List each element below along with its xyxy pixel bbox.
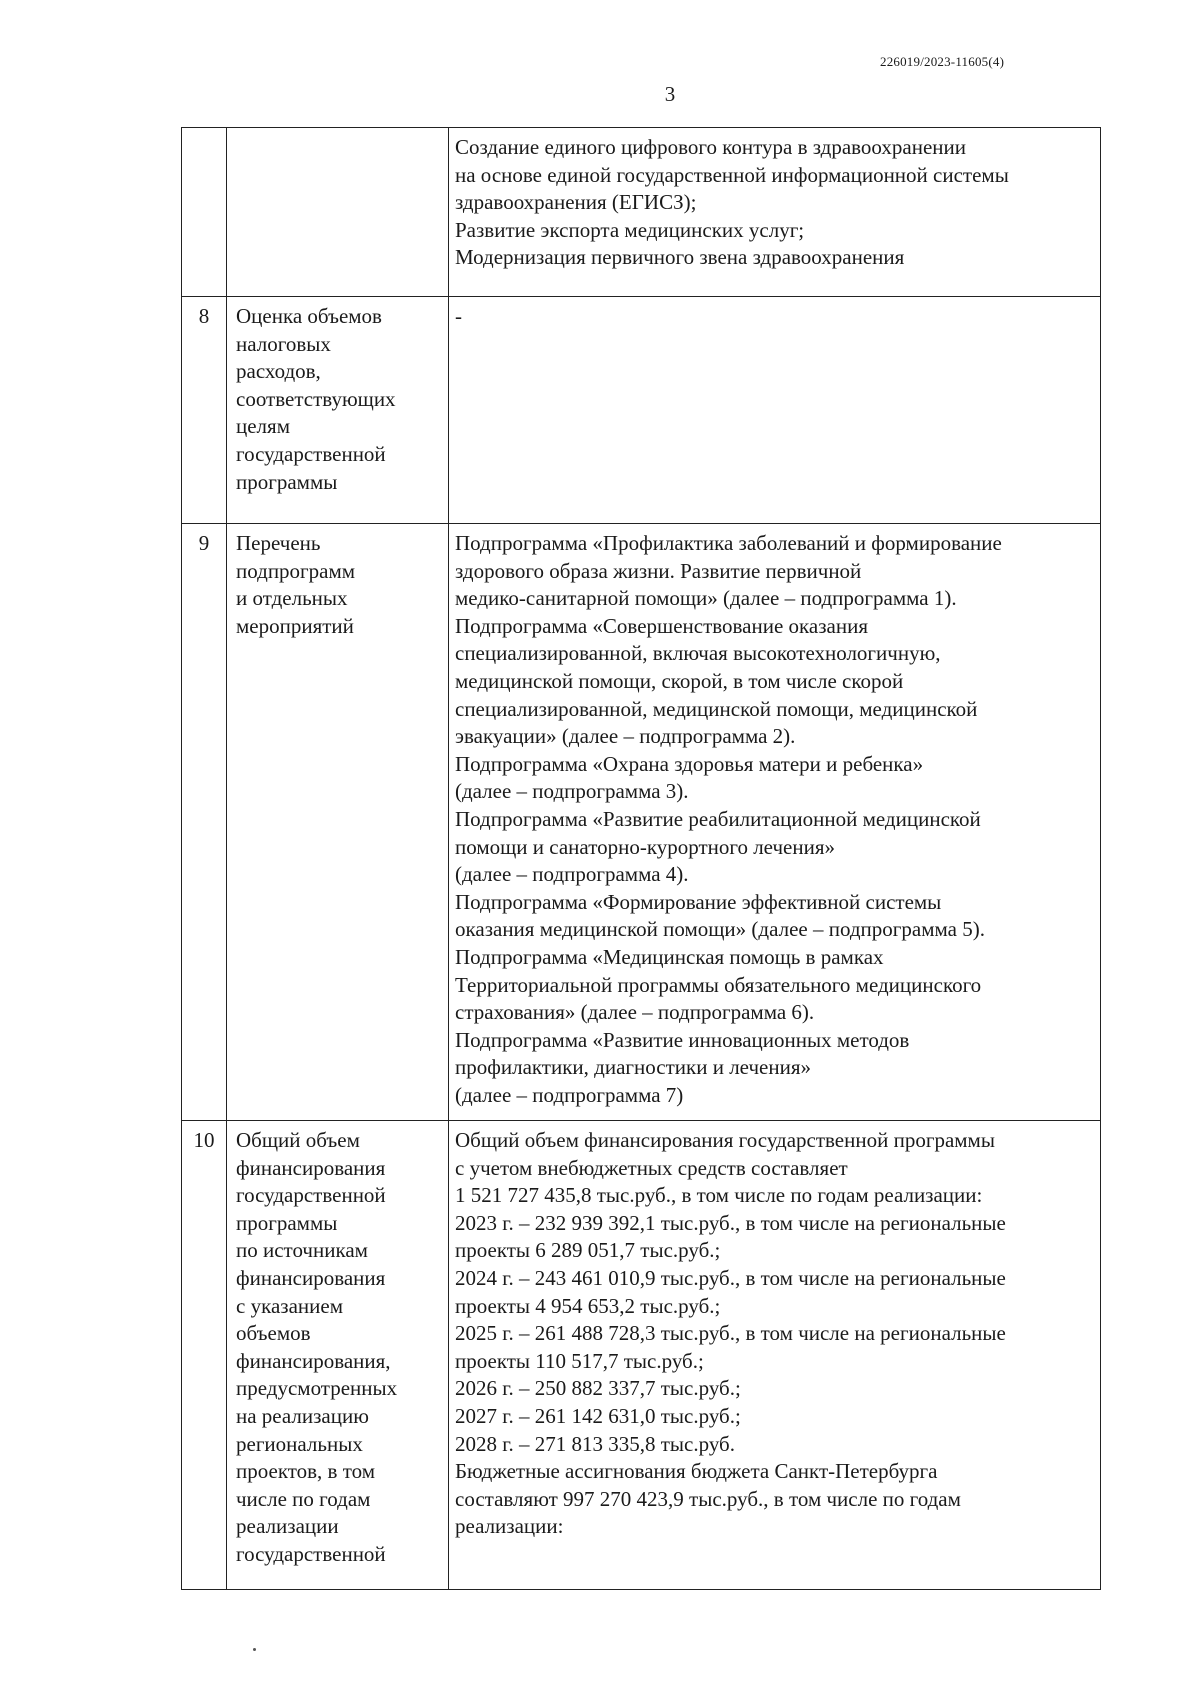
name-line: по источникам [236,1238,368,1263]
name-line: программы [236,469,338,494]
value-line: Модернизация первичного звена здравоохранения [455,245,905,270]
parameter-name-cell [227,128,449,297]
name-line: на реализацию [236,1403,369,1428]
value-line: 2027 г. – 261 142 631,0 тыс.руб.; [455,1403,741,1428]
value-line: реализации: [455,1514,564,1539]
value-line: Общий объем финансирования государственной программы [455,1128,995,1152]
value-line: Подпрограмма «Профилактика заболеваний и формирование [455,531,1002,555]
name-line: финансирования [236,1155,386,1180]
program-passport-table [181,127,1101,1590]
name-line: Перечень [236,531,321,555]
value-line: Подпрограмма «Развитие реабилитационной медицинской [455,806,981,831]
value-line: 2028 г. – 271 813 335,8 тыс.руб. [455,1431,735,1456]
value-line: оказания медицинской помощи» (далее – подпрограмма 5). [455,917,985,942]
value-line: (далее – подпрограмма 7) [455,1082,684,1107]
name-line: государственной [236,441,386,466]
value-line: на основе единой государственной информационной системы [455,162,1009,187]
value-line: профилактики, диагностики и лечения» [455,1055,811,1080]
value-line: специализированной, медицинской помощи, медицинской [455,696,978,721]
parameter-name-cell [227,524,449,1121]
page-number: 3 [664,82,676,106]
table-row [182,1121,1101,1590]
value-line: эвакуации» (далее – подпрограмма 2). [455,724,796,749]
value-line: Территориальной программы обязательного медицинского [455,972,982,997]
name-line: предусмотренных [236,1376,398,1401]
value-line: Подпрограмма «Развитие инновационных методов [455,1027,910,1052]
value-line: Развитие экспорта медицинских услуг; [455,217,805,242]
value-line: 2023 г. – 232 939 392,1 тыс.руб., в том числе на региональные [455,1210,1006,1235]
value-line: Создание единого цифрового контура в здравоохранении [455,135,966,159]
name-line: числе по годам [236,1486,371,1511]
table-row [182,524,1101,1121]
parameter-value-cell [449,1121,1101,1590]
name-line: и отдельных [236,586,348,611]
table-row [182,297,1101,524]
name-line: целям [236,414,290,439]
value-line: 2026 г. – 250 882 337,7 тыс.руб.; [455,1376,741,1401]
value-line: Подпрограмма «Медицинская помощь в рамках [455,944,884,969]
parameter-value-cell [449,524,1101,1121]
name-line: Оценка объемов [236,304,382,328]
value-line: (далее – подпрограмма 4). [455,862,689,887]
name-line: соответствующих [236,386,396,411]
value-line: Подпрограмма «Охрана здоровья матери и ребенка» [455,751,924,776]
name-line: объемов [236,1321,311,1346]
name-line: с указанием [236,1293,343,1318]
table-row [182,128,1101,297]
name-line: Общий объем [236,1128,360,1152]
name-line: региональных [236,1431,363,1456]
scan-speck [253,1648,256,1651]
value-line: медико-санитарной помощи» (далее – подпрограмма 1). [455,586,957,611]
parameter-name-cell [227,297,449,524]
value-line: Бюджетные ассигнования бюджета Санкт-Петербурга [455,1459,938,1484]
value-line: с учетом внебюджетных средств составляет [455,1155,848,1180]
value-line: проекты 4 954 653,2 тыс.руб.; [455,1293,721,1318]
value-line: помощи и санаторно-курортного лечения» [455,834,835,859]
name-line: расходов, [236,359,321,384]
value-line: Подпрограмма «Формирование эффективной системы [455,889,942,914]
value-line: (далее – подпрограмма 3). [455,779,689,804]
value-line: здравоохранения (ЕГИСЗ); [455,190,697,215]
row-number-cell: 8 [182,297,227,524]
name-line: программы [236,1210,338,1235]
value-line: специализированной, включая высокотехнологичную, [455,641,941,666]
name-line: подпрограмм [236,558,356,583]
name-line: финансирования [236,1265,386,1290]
name-line: государственной [236,1541,386,1566]
value-line: 2024 г. – 243 461 010,9 тыс.руб., в том числе на региональные [455,1265,1006,1290]
value-line: 1 521 727 435,8 тыс.руб., в том числе по годам реализации: [455,1183,983,1208]
name-line: проектов, в том [236,1459,376,1484]
parameter-value-cell [449,128,1101,297]
row-number-cell: 9 [182,524,227,1121]
value-line: Подпрограмма «Совершенствование оказания [455,613,869,638]
name-line: государственной [236,1183,386,1208]
value-line: составляют 997 270 423,9 тыс.руб., в том числе по годам [455,1486,961,1511]
name-line: финансирования, [236,1348,391,1373]
parameter-value-cell [449,297,1101,524]
value-line: медицинской помощи, скорой, в том числе скорой [455,668,904,693]
row-number-cell [182,128,227,297]
value-line: 2025 г. – 261 488 728,3 тыс.руб., в том числе на региональные [455,1321,1006,1346]
value-line: здорового образа жизни. Развитие первичной [455,558,862,583]
name-line: налоговых [236,331,331,356]
value-line: проекты 6 289 051,7 тыс.руб.; [455,1238,721,1263]
document-registration-number: 226019/2023-11605(4) [880,54,1005,69]
name-line: мероприятий [236,613,354,638]
value-line: страхования» (далее – подпрограмма 6). [455,1000,815,1025]
value-line: - [455,304,462,328]
parameter-name-cell [227,1121,449,1590]
value-line: проекты 110 517,7 тыс.руб.; [455,1348,704,1373]
row-number-cell: 10 [182,1121,227,1590]
name-line: реализации [236,1514,339,1539]
